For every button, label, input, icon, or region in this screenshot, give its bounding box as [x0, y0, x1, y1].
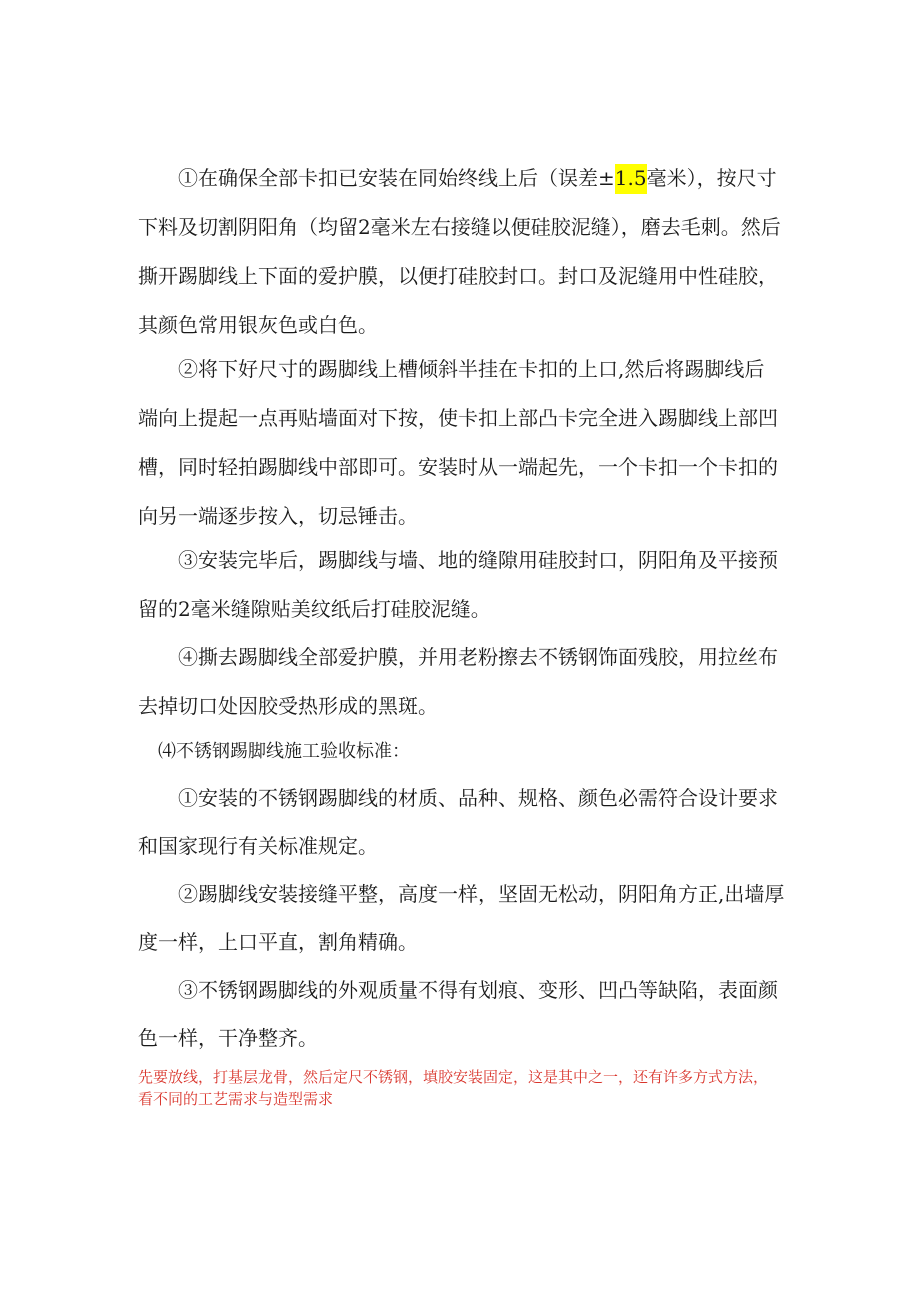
- para4-line1: ④撕去踢脚线全部爱护膜，并用老粉擦去不锈钢饰面残胶，用拉丝布: [178, 645, 778, 669]
- para4-line2: 去掉切口处因胶受热形成的黑斑。: [138, 694, 438, 718]
- para2-line2: 端向上提起一点再贴墙面对下按，使卡扣上部凸卡完全进入踢脚线上部凹: [138, 406, 778, 430]
- highlighted-tolerance: 1.5: [615, 164, 647, 194]
- para5-line2: 和国家现行有关标准规定。: [138, 834, 378, 858]
- para1-line3: 撕开踢脚线上下面的爱护膜，以便打硅胶封口。封口及泥缝用中性硅胶，: [138, 264, 778, 288]
- note-line2: 看不同的工艺需求与造型需求: [138, 1090, 334, 1108]
- para2-line4: 向另一端逐步按入，切忌锤击。: [138, 504, 418, 528]
- para7-line1: ③不锈钢踢脚线的外观质量不得有划痕、变形、凹凸等缺陷，表面颜: [178, 978, 778, 1002]
- para3-line1: ③安装完毕后，踢脚线与墙、地的缝隙用硅胶封口，阴阳角及平接预: [178, 548, 778, 572]
- para2-line1: ②将下好尺寸的踢脚线上槽倾斜半挂在卡扣的上口,然后将踢脚线后: [178, 357, 765, 381]
- para1-line1-after: 毫米），按尺寸: [646, 166, 777, 190]
- para1-line4: 其颜色常用银灰色或白色。: [138, 313, 378, 337]
- para3-line2: 留的2毫米缝隙贴美纹纸后打硅胶泥缝。: [138, 597, 491, 621]
- para1-line2: 下料及切割阴阳角（均留2毫米左右接缝以便硅胶泥缝），磨去毛刺。然后: [138, 215, 781, 239]
- para5-line1: ①安装的不锈钢踢脚线的材质、品种、规格、颜色必需符合设计要求: [178, 786, 778, 810]
- para7-line2: 色一样，干净整齐。: [138, 1026, 318, 1050]
- para1-line1-before: ①在确保全部卡扣已安装在同始终线上后（误差±: [178, 166, 615, 190]
- note-line1: 先要放线，打基层龙骨，然后定尺不锈钢，填胶安装固定，这是其中之一，还有许多方式方法，: [138, 1068, 769, 1086]
- para2-line3: 槽，同时轻拍踢脚线中部即可。安装时从一端起先，一个卡扣一个卡扣的: [138, 455, 778, 479]
- para1-line1: [178, 166, 777, 190]
- section-heading: ⑷不锈钢踢脚线施工验收标准：: [158, 741, 410, 762]
- para6-line1: ②踢脚线安装接缝平整，高度一样，坚固无松动，阴阳角方正,出墙厚: [178, 882, 785, 906]
- para6-line2: 度一样，上口平直，割角精确。: [138, 930, 418, 954]
